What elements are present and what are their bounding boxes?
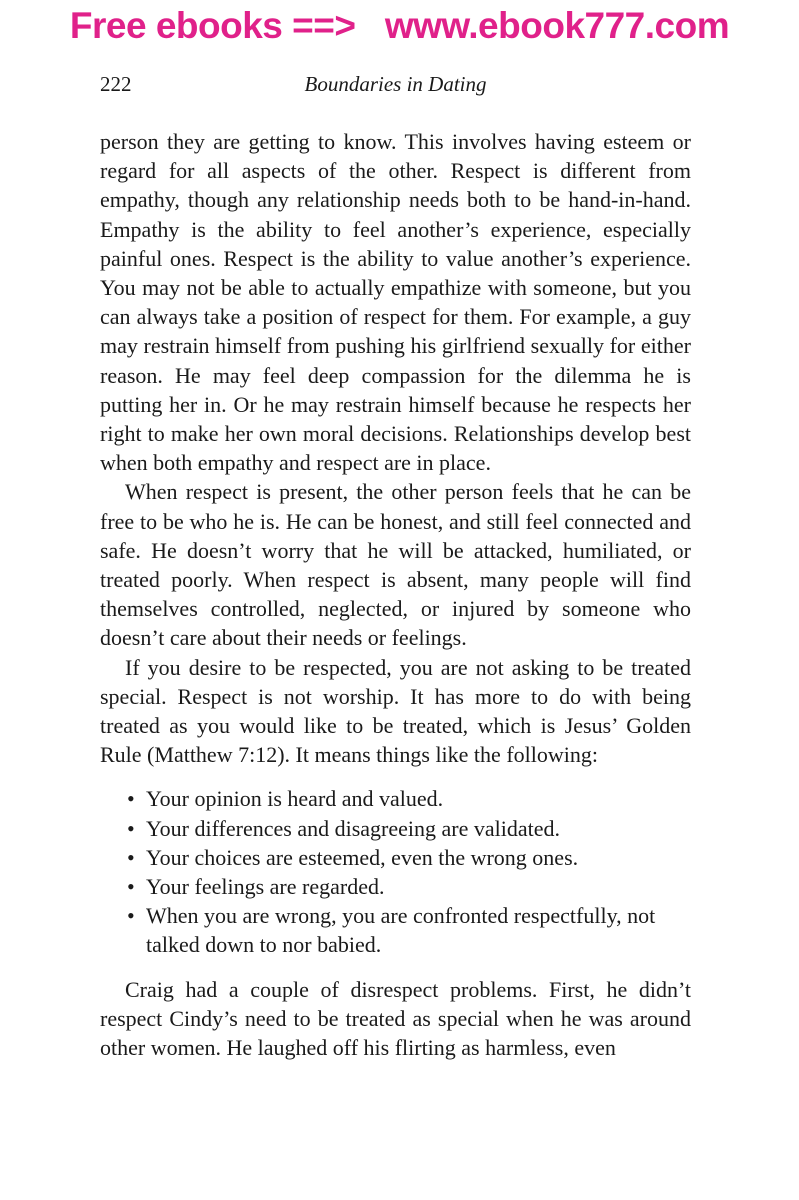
bullet-icon: • — [127, 903, 135, 929]
page-body — [100, 127, 691, 1062]
bullet-list — [100, 784, 691, 959]
paragraph: Craig had a couple of disrespect problems. First, he didn’t respect Cindy’s need to be treated as special when he was around other women. He laughed off his flirting as harmless, even — [100, 976, 691, 1061]
bullet-icon: • — [127, 786, 135, 812]
ebook-banner[interactable] — [0, 4, 799, 48]
list-item-text: Your differences and disagreeing are validated. — [146, 815, 560, 841]
list-item — [127, 872, 691, 901]
list-item-text: Your choices are esteemed, even the wrong ones. — [146, 844, 579, 870]
list-item — [127, 784, 691, 813]
paragraph: person they are getting to know. This involves having esteem or regard for all aspects of the other. Respect is different from empathy, though any relationship needs both to be hand-in-hand. Empathy is the ability to feel another’s experience, especially painful ones. Respect is the ability to value another’s experience. You may not be able to actually empathize with someone, but you can always take a position of respect for them. For example, a guy may restrain himself from pushing his girlfriend sexually for either reason. He may feel deep compassion for the dilemma he is putting her in. Or he may restrain himself because he respects her right to make her own moral decisions. Relationships develop best when both empathy and respect are in place. — [100, 129, 691, 476]
paragraph: When respect is present, the other person feels that he can be free to be who he is. He can be honest, and still feel connected and safe. He doesn’t worry that he will be attacked, humiliated, or treated poorly. When respect is absent, many people will find themselves controlled, neglected, or injured by someone who doesn’t care about their needs or feelings. — [100, 479, 691, 651]
banner-link[interactable] — [70, 5, 729, 46]
bullet-icon: • — [127, 874, 135, 900]
list-item — [127, 901, 691, 959]
bullet-icon: • — [127, 844, 135, 870]
list-item — [127, 843, 691, 872]
list-item-text: Your feelings are regarded. — [146, 874, 385, 900]
bullet-icon: • — [127, 815, 135, 841]
list-item-text: Your opinion is heard and valued. — [146, 786, 444, 812]
paragraph: If you desire to be respected, you are not asking to be treated special. Respect is not worship. It has more to do with being treated as you would like to be treated, which is Jesus’ Golden Rule (Matthew 7:12). It means things like the following: — [100, 654, 691, 768]
book-title: Boundaries in Dating — [304, 72, 487, 96]
running-head — [100, 72, 691, 98]
list-item-text: When you are wrong, you are confronted respectfully, not talked down to nor babied. — [146, 903, 656, 958]
banner-left-text: Free ebooks ==> — [69, 5, 356, 46]
page-number: 222 — [100, 72, 132, 96]
banner-url-text: www.ebook777.com — [384, 5, 730, 46]
list-item — [127, 814, 691, 843]
